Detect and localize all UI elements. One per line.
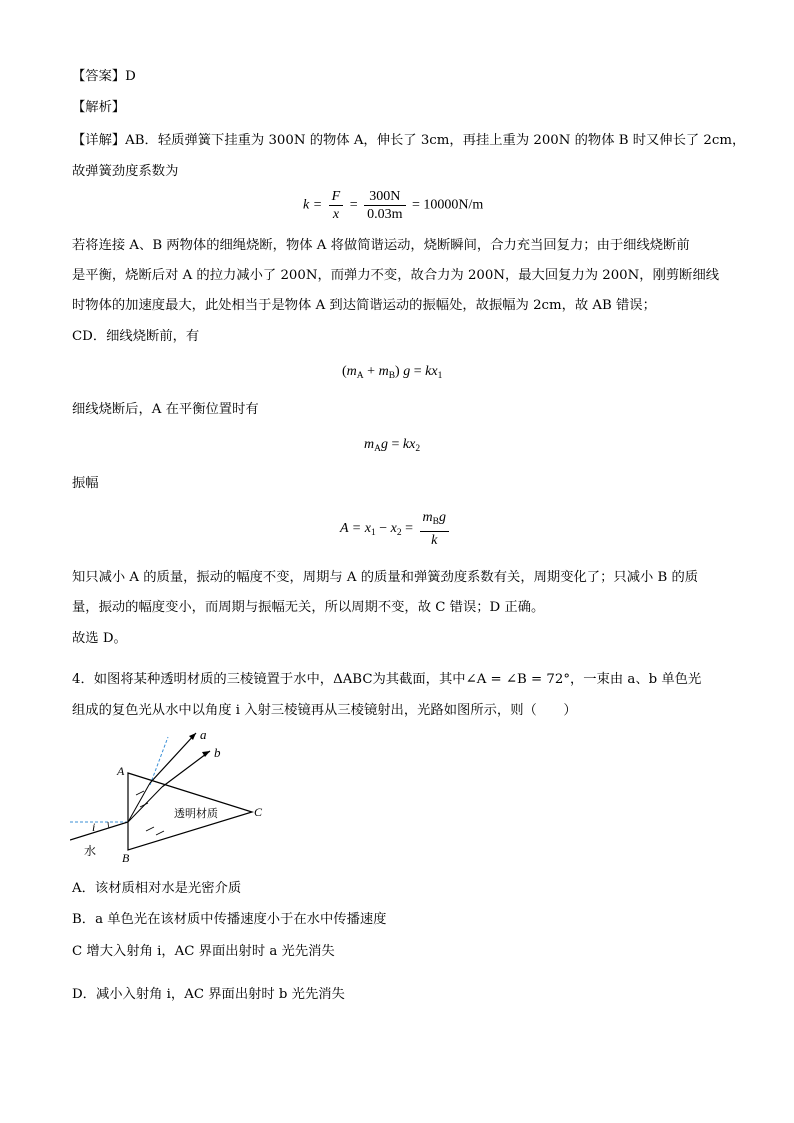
eq1-mid: =	[349, 197, 358, 213]
eq2-close: )	[395, 364, 400, 379]
equation-spring-constant	[303, 188, 483, 223]
option-b: B．a 单色光在该材质中传播速度小于在水中传播速度	[72, 912, 387, 927]
eq2-plus: +	[363, 364, 379, 379]
label-a: a	[200, 727, 207, 742]
equation-after-cut	[364, 437, 420, 454]
eq2-sub-a: A	[356, 371, 364, 381]
eq3-sub-2: 2	[415, 444, 421, 454]
eq1-f: F	[329, 188, 344, 206]
eq4-num-g: g	[438, 510, 446, 525]
eq2-kx: kx	[425, 364, 438, 379]
detail-line-2: 故弹簧劲度系数为	[72, 164, 179, 179]
label-vertex-c: C	[254, 805, 263, 819]
after-cut-text: 细线烧断后，A 在平衡位置时有	[72, 402, 259, 417]
amplitude-label: 振幅	[72, 476, 99, 491]
eq4-x1: x	[364, 521, 371, 537]
incident-ray	[70, 822, 128, 840]
para2-line-1: 若将连接 A、B 两物体的细绳烧断，物体 A 将做简谐运动，烧断瞬间，合力充当回复力；由于细线烧断前	[72, 238, 690, 253]
label-water: 水	[84, 844, 97, 858]
para2-line-3: 时物体的加速度最大，此处相当于是物体 A 到达简谐运动的振幅处，故振幅为 2cm，故 AB 错误；	[72, 298, 656, 313]
label-angle-i: i	[92, 820, 96, 834]
eq2-sub-b: B	[388, 371, 396, 381]
eq4-lhs: A =	[340, 521, 365, 537]
eq3-kx: kx	[402, 437, 416, 452]
hatch-1	[136, 791, 144, 795]
eq1-x: x	[332, 207, 340, 222]
exit-ray-b	[162, 751, 210, 787]
eq4-minus: −	[375, 521, 391, 537]
eq4-x2: x	[390, 521, 397, 537]
conclusion: 故选 D。	[72, 631, 127, 646]
option-a: A．该材质相对水是光密介质	[72, 881, 242, 896]
eq2-sub-1: 1	[437, 371, 443, 381]
eq4-sub-2: 2	[396, 528, 402, 539]
eq3-g: g	[381, 437, 388, 452]
eq1-fraction-f-x	[329, 188, 344, 223]
label-b: b	[214, 745, 221, 760]
label-material: 透明材质	[174, 808, 218, 820]
eq1-lhs: k =	[303, 197, 323, 213]
eq4-eq: =	[401, 521, 417, 537]
eq3-eq: =	[388, 437, 403, 452]
eq1-003m: 0.03m	[367, 207, 403, 222]
eq1-300n: 300N	[364, 188, 405, 206]
option-d: D．减小入射角 i，AC 界面出射时 b 光先消失	[72, 987, 345, 1002]
eq4-sub-1: 1	[370, 528, 376, 539]
eq4-fraction	[420, 509, 449, 549]
eq2-g: g	[403, 364, 411, 379]
option-c: C 增大入射角 i，AC 界面出射时 a 光先消失	[72, 944, 335, 959]
para2-line-2: 是平衡，烧断后对 A 的拉力减小了 200N，而弹力不变，故合力为 200N，最大回复力为 200N，刚剪断细线	[72, 268, 720, 283]
question-line-2: 组成的复色光从水中以角度 i 入射三棱镜再从三棱镜射出，光路如图所示，则（ ）	[72, 703, 577, 718]
answer-label: 【答案】D	[72, 69, 136, 84]
hatch-3	[146, 827, 154, 831]
exit-ray-a	[150, 733, 196, 783]
eq2-m: m	[346, 364, 357, 379]
eq1-result: = 10000N/m	[412, 197, 484, 213]
eq4-num-sub-b: B	[432, 517, 439, 527]
eq4-numerator	[420, 509, 449, 532]
eq3-m: m	[364, 437, 375, 452]
angle-arc	[108, 822, 109, 828]
question-line-1: 4．如图将某种透明材质的三棱镜置于水中，ΔABC为其截面，其中∠A = ∠B = 72°，一束由 a、b 单色光	[72, 672, 702, 687]
analysis-label: 【解析】	[72, 100, 126, 115]
eq1-fraction-values	[364, 188, 405, 223]
para3-line-2: 量，振动的幅度变小，而周期与振幅无关，所以周期不变，故 C 错误；D 正确。	[72, 600, 545, 615]
cd-intro: CD．细线烧断前，有	[72, 329, 200, 344]
eq3-sub-a: A	[374, 444, 381, 454]
detail-line-1: 【详解】AB．轻质弹簧下挂重为 300N 的物体 A，伸长了 3cm，再挂上重为 200N 的物体 B 时又伸长了 2cm，	[72, 133, 746, 148]
eq2-m2: m	[378, 364, 389, 379]
equation-before-cut	[342, 364, 442, 381]
eq4-num-m: m	[422, 510, 433, 525]
hatch-2	[140, 803, 148, 807]
para3-line-1: 知只减小 A 的质量，振动的幅度不变，周期与 A 的质量和弹簧劲度系数有关，周期变化了；只减小 B 的质	[72, 570, 699, 585]
hatch-4	[156, 831, 164, 835]
equation-amplitude	[340, 509, 452, 549]
eq2-eq: =	[410, 364, 426, 379]
label-vertex-a: A	[117, 764, 125, 778]
normal-line-ac	[150, 737, 168, 785]
label-vertex-b: B	[122, 851, 130, 865]
eq4-denominator: k	[431, 533, 438, 548]
eq2-open: (	[342, 364, 347, 379]
prism-figure	[70, 725, 270, 865]
